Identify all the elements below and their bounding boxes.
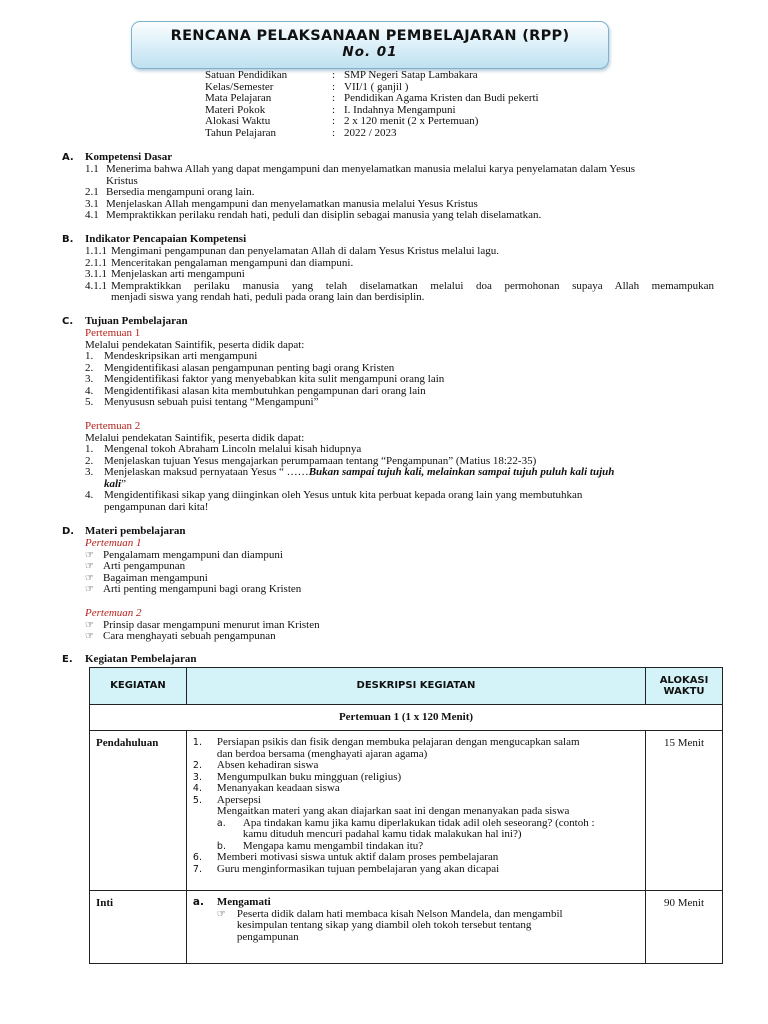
table-row (90, 731, 723, 891)
list-item: 4. Menanyakan keadaan siswa (192, 782, 340, 794)
section-heading: C. Tujuan Pembelajaran (62, 315, 188, 327)
list-item: ☞ Pengalamam mengampuni dan diampuni (85, 548, 283, 561)
col-kegiatan: KEGIATAN (90, 668, 187, 705)
pertemuan-row: Pertemuan 1 (1 x 120 Menit) (90, 705, 723, 731)
section-materi (62, 526, 718, 596)
pertemuan-1-label: Pertemuan 1 (85, 537, 142, 549)
list-item: 1. Mengenal tokoh Abraham Lincoln melalui kisah hidupnya (85, 443, 362, 455)
sub-item: a. Apa tindakan kamu jika kamu diperlakukan tidak adil oleh seseorang? (contoh : kamu dituduh mencuri padahal kamu tidak malakukan hal ini?) (216, 816, 595, 840)
section-materi-pertemuan-2 (62, 608, 718, 643)
list-item: 3.1 Menjelaskan Allah mengampuni dan menyelamatkan manusia melalui Yesus Kristus (85, 197, 478, 210)
intro-text: Melalui pendekatan Saintifik, peserta didik dapat: (85, 338, 305, 351)
section-heading: B. Indikator Pencapaian Kompetensi (62, 233, 247, 245)
list-item-continuation: menjadi siswa yang rendah hati, peduli pada orang lain dan berdisiplin. (111, 291, 425, 303)
list-item: 3. Menjelaskan maksud pernyataan Yesus “ ……Bukan sampai tujuh kali, melainkan sampai tujuh puluh kali tujuh (85, 466, 615, 478)
list-item-continuation: pengampunan dari kita! (104, 500, 209, 513)
deskripsi-pendahuluan (186, 731, 645, 891)
intro-text: Melalui pendekatan Saintifik, peserta didik dapat: (85, 431, 305, 444)
list-item-continuation: kali” (104, 477, 127, 490)
info-row: Alokasi Waktu : 2 x 120 menit (2 x Pertemuan) (205, 115, 479, 128)
section-heading: A. Kompetensi Dasar (62, 151, 173, 163)
list-item: 3.1.1 Menjelaskan arti mengampuni (85, 268, 245, 280)
document-title: RENCANA PELAKSANAAN PEMBELAJARAN (RPP) (170, 28, 570, 44)
hand-pointing-icon: ☞ (85, 561, 94, 572)
list-item: 4.1.1 Mempraktikkan perilaku manusia yang telah diselamatkan melalui doa permohonan supaya Allah memampukan (85, 279, 714, 292)
list-item: ☞ Bagaiman mengampuni (85, 571, 208, 584)
identity-info (205, 70, 539, 140)
list-item: 1.1 Menerima bahwa Allah yang dapat mengampuni dan menyelamatkan manusia melalui karya penyelamatan dalam Yesus (85, 163, 636, 175)
hand-pointing-icon: ☞ (85, 584, 94, 595)
list-item-continuation: Kristus (106, 174, 138, 187)
info-row: Kelas/Semester : VII/1 ( ganjil ) (205, 80, 409, 93)
deskripsi-inti (186, 891, 645, 964)
kegiatan-inti: Inti (90, 891, 187, 964)
list-item: 3. Mengumpulkan buku mingguan (religius) (192, 770, 402, 783)
section-indikator (62, 234, 718, 304)
list-item: 7. Guru menginformasikan tujuan pembelajaran yang akan dicapai (192, 862, 500, 875)
section-kegiatan (62, 654, 718, 666)
list-item: 2.1.1 Menceritakan pengalaman mengampuni dan diampuni. (85, 256, 354, 269)
pertemuan-2-label: Pertemuan 2 (85, 420, 141, 432)
list-item: 3. Mengidentifikasi faktor yang menyebabkan kita sulit mengampuni orang lain (85, 373, 445, 385)
hand-pointing-icon: ☞ (85, 619, 94, 631)
list-item: 2. Mengidentifikasi alasan pengampunan penting bagi orang Kristen (85, 361, 395, 374)
info-row: Tahun Pelajaran : 2022 / 2023 (205, 126, 397, 139)
list-item: 5. Menyususn sebuah puisi tentang “Mengampuni” (85, 396, 319, 408)
kegiatan-table (89, 667, 723, 964)
sub-item: b. Mengapa kamu mengambil tindakan itu? (216, 839, 424, 852)
hand-pointing-icon: ☞ (85, 572, 94, 584)
hand-pointing-icon: ☞ (85, 549, 94, 561)
step-heading: a. Mengamati (192, 896, 271, 908)
list-item: ☞ Peserta didik dalam hati membaca kisah Nelson Mandela, dan mengambil kesimpulan tentang sikap yang diambil oleh tokoh tersebut tentang pengampunan (216, 907, 563, 943)
info-row: Satuan Pendidikan : SMP Negeri Satap Lambakara (205, 69, 478, 81)
list-item: 5. Apersepsi Mengaitkan materi yang akan diajarkan saat ini dengan menanyakan pada siswa (192, 793, 570, 817)
pertemuan-2-label: Pertemuan 2 (85, 607, 142, 619)
list-item: ☞ Cara menghayati sebuah pengampunan (85, 630, 276, 642)
hand-pointing-icon: ☞ (216, 908, 226, 920)
section-heading: E. Kegiatan Pembelajaran (62, 653, 197, 665)
list-item: ☞ Arti pengampunan (85, 560, 186, 572)
list-item: ☞ Arti penting mengampuni bagi orang Kristen (85, 583, 302, 595)
section-tujuan (62, 316, 718, 409)
info-row: Materi Pokok : I. Indahnya Mengampuni (205, 103, 456, 116)
list-item: ☞ Prinsip dasar mengampuni menurut iman Kristen (85, 618, 320, 631)
section-kompetensi-dasar (62, 152, 718, 222)
list-item: 2. Menjelaskan tujuan Yesus mengajarkan perumpamaan tentang “Pengampunan” (Matius 18:22-35) (85, 454, 537, 467)
list-item: 1. Mendeskripsikan arti mengampuni (85, 350, 258, 362)
hand-pointing-icon: ☞ (85, 631, 94, 642)
kegiatan-pendahuluan: Pendahuluan (90, 731, 187, 891)
col-alokasi: ALOKASI WAKTU (646, 668, 723, 705)
pertemuan-1-label: Pertemuan 1 (85, 327, 141, 339)
col-deskripsi: DESKRIPSI KEGIATAN (186, 668, 645, 705)
table-header-row (90, 668, 723, 705)
list-item: 1.1.1 Mengimani pengampunan dan penyelamatan Allah di dalam Yesus Kristus melalui lagu. (85, 245, 499, 257)
list-item: 4. Mengidentifikasi sikap yang diinginkan oleh Yesus untuk kita perbuat kepada orang lain yang membutuhkan (85, 489, 583, 501)
list-item: 4. Mengidentifikasi alasan kita membutuhkan pengampunan dari orang lain (85, 384, 426, 397)
info-row: Mata Pelajaran : Pendidikan Agama Kristen dan Budi pekerti (205, 92, 539, 105)
list-item: 4.1 Mempraktikkan perilaku rendah hati, peduli dan disiplin sebagai manusia yang telah diselamatkan. (85, 209, 542, 221)
section-tujuan-pertemuan-2 (62, 421, 718, 513)
alokasi-inti: 90 Menit (646, 891, 723, 964)
section-heading: D. Materi pembelajaran (62, 525, 186, 537)
list-item: 2.1 Bersedia mengampuni orang lain. (85, 186, 255, 198)
document-title-box (131, 21, 609, 69)
list-item: 2. Absen kehadiran siswa (192, 759, 319, 771)
table-row (90, 891, 723, 964)
document-number: No. 01 (342, 44, 398, 60)
alokasi-pendahuluan: 15 Menit (646, 731, 723, 891)
list-item: 1. Persiapan psikis dan fisik dengan membuka pelajaran dengan mengucapkan salam dan berdoa bersama (menghayati ajaran agama) (192, 736, 580, 760)
list-item: 6. Memberi motivasi siswa untuk aktif dalam proses pembelajaran (192, 851, 499, 863)
